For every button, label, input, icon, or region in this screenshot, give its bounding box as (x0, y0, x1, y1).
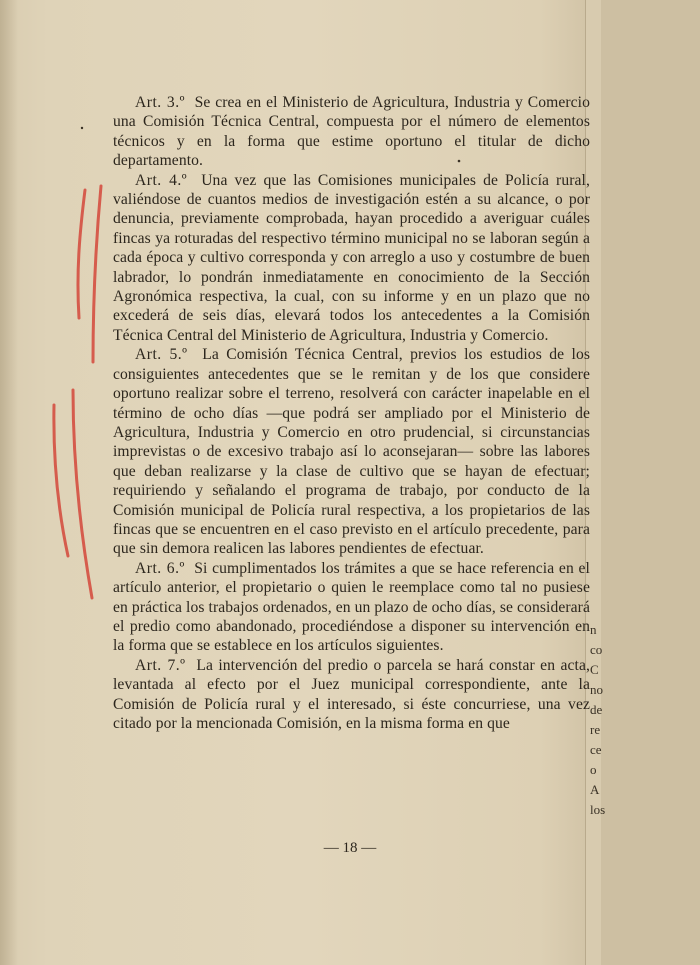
fragment: n (590, 622, 597, 637)
red-pencil-stroke (78, 190, 85, 318)
article-label: Art. 7.º (135, 656, 186, 674)
page-number: — 18 — (323, 840, 377, 856)
fragment: los (590, 802, 606, 817)
fragment: o (590, 762, 597, 777)
article-label: Art. 6.º (135, 559, 185, 577)
fragment: C (590, 662, 599, 677)
fragment: A (590, 782, 600, 797)
fragment: de (590, 702, 603, 717)
article-label: Art. 4.º (135, 171, 188, 189)
pencil-dot (458, 160, 461, 163)
fragment: ce (590, 742, 602, 757)
fragment: no (590, 682, 603, 697)
fragment: re (590, 722, 601, 737)
fragment: co (590, 642, 603, 657)
article-label: Art. 3.º (135, 94, 185, 111)
red-pencil-stroke (54, 405, 68, 556)
red-pencil-stroke (93, 186, 101, 362)
article-label: Art. 5.º (135, 346, 188, 364)
article-body: Se crea en el Ministerio de Agricultura, Industria y Comercio una Comisión Técnica Central, compuesta por el número de elementos técnicos y en la forma que estime oportuno el titular de dicho departamento. (113, 94, 590, 170)
article-body: La intervención del predio o parcela se hará constar en acta, levantada al efecto por el Juez municipal correspondiente, ante la Comisión de Policía rural y el interesado, si éste concurriese, una vez citado por la mencionada Comisión, en la misma forma en que (113, 656, 590, 732)
article-body: La Comisión Técnica Central, previos los estudios de los consiguientes antecedentes que se le remitan y de los que considere oportuno realizar sobre el terreno, resolverá con carácter inapelable en el término de ocho días —que podrá ser ampliado por el Ministerio de Agricultura, Industria y Comercio en otro prudencial, si circunstancias imprevistas o de excesivo trabajo así lo aconsejaran— sobre las labores que deban realizarse y la clase de cultivo que se hayan de efectuar; requiriendo y señalando el programa de trabajo, por conducto de la Comisión municipal de Policía rural respectiva, a los propietarios de las fincas que se encuentren en el caso previsto en el artículo precedente, para que sin demora realicen las labores pendientes de efectuar. (113, 346, 591, 558)
article-body: Si cumplimentados los trámites a que se hace referencia en el artículo anterior, el propietario o quien le reemplace como tal no pusiese en práctica los trabajos ordenados, en un plazo de ocho días, se considerará el predio como abandonado, procediéndose a disponer su intervención en la forma que se establece en los artículos siguientes. (113, 559, 590, 655)
article-body: Una vez que las Comisiones municipales de Policía rural, valiéndose de cuantos medios de investigación estén a su alcance, o por denuncia, previamente comprobada, hayan procedido a averiguar cuáles fincas ya roturadas del respectivo término municipal no se laboran según a cada época y cultivo corresponda y con arreglo a uso y costumbre de buen labrador, lo pondrán inmediatamente en conocimiento de la Sección Agronómica respectiva, la cual, con su informe y en un plazo que no excederá de seis días, elevará todos los antecedentes a la Comisión Técnica Central del Ministerio de Agricultura, Industria y Comercio. (113, 171, 590, 344)
pencil-dot (81, 127, 83, 129)
red-pencil-stroke (73, 390, 92, 598)
